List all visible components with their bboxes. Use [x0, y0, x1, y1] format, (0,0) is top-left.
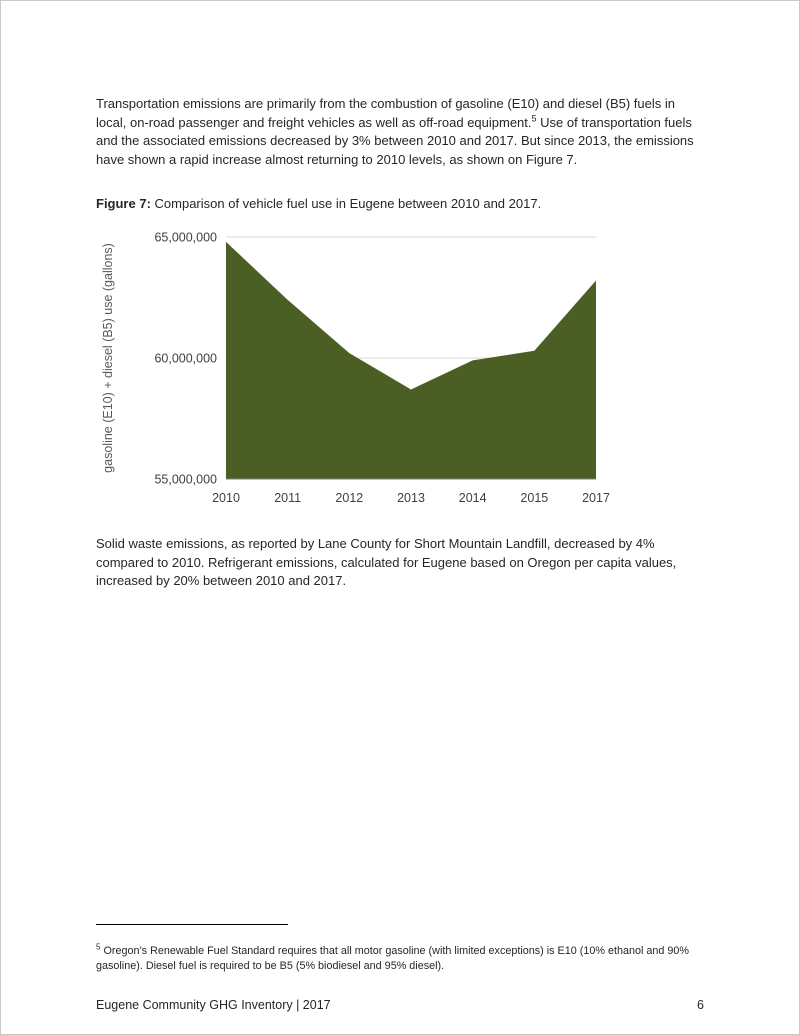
footnote-text: Oregon’s Renewable Fuel Standard requires that all motor gasoline (with limited exceptions) is E10 (10% ethanol and 90% gasoline). Diesel fuel is required to be B5 (5% biodiesel and 95% diesel). [96, 944, 690, 972]
area-series [226, 242, 596, 479]
paragraph-transportation-text: Transportation emissions are primarily from the combustion of gasoline (E10) and diesel (B5) fuels in local, on-road passenger and freight vehicles as well as off-road equipment. [96, 96, 676, 130]
x-tick-label: 2013 [397, 491, 425, 505]
x-tick-label: 2011 [274, 491, 302, 505]
x-tick-label: 2010 [212, 491, 240, 505]
page-content [1, 1, 799, 591]
page-footer [96, 998, 704, 1012]
x-tick-label: 2014 [458, 491, 487, 505]
x-tick-label: 2015 [520, 491, 549, 505]
figure-caption-text: Comparison of vehicle fuel use in Eugene between 2010 and 2017. [150, 196, 542, 211]
footnote [96, 944, 704, 974]
footer-title: Eugene Community GHG Inventory | 2017 [96, 998, 331, 1012]
figure-caption-label: Figure 7: [96, 196, 151, 211]
figure-caption [96, 195, 704, 213]
y-tick-label: 65,000,000 [154, 230, 217, 245]
paragraph-transportation-text-cont: Use of transportation fuels and the associated emissions decreased by 3% between 2010 and 2017. But since 2013, the emissions have shown a rapid increase almost returning to 2010 levels, as shown on Figure 7. [96, 114, 694, 167]
x-tick-label: 2012 [335, 491, 364, 505]
page-number: 6 [697, 998, 704, 1012]
y-tick-label: 55,000,000 [154, 472, 217, 487]
x-tick-label: 2017 [582, 491, 610, 505]
fuel-use-chart [96, 222, 704, 522]
y-axis-title: gasoline (E10) + diesel (B5) use (gallons) [101, 243, 115, 473]
footnote-marker: 5 [96, 942, 101, 952]
paragraph-solid-waste: Solid waste emissions, as reported by Lane County for Short Mountain Landfill, decreased by 4% compared to 2010. Refrigerant emissions, calculated for Eugene based on Oregon per capita values, increased by 20% between 2010 and 2017. [96, 536, 677, 588]
footnote-divider [96, 924, 288, 925]
footnote-reference: 5 [531, 113, 537, 124]
fuel-use-chart-svg [96, 222, 706, 522]
y-tick-label: 60,000,000 [154, 351, 217, 366]
paragraph-transportation [96, 95, 704, 169]
